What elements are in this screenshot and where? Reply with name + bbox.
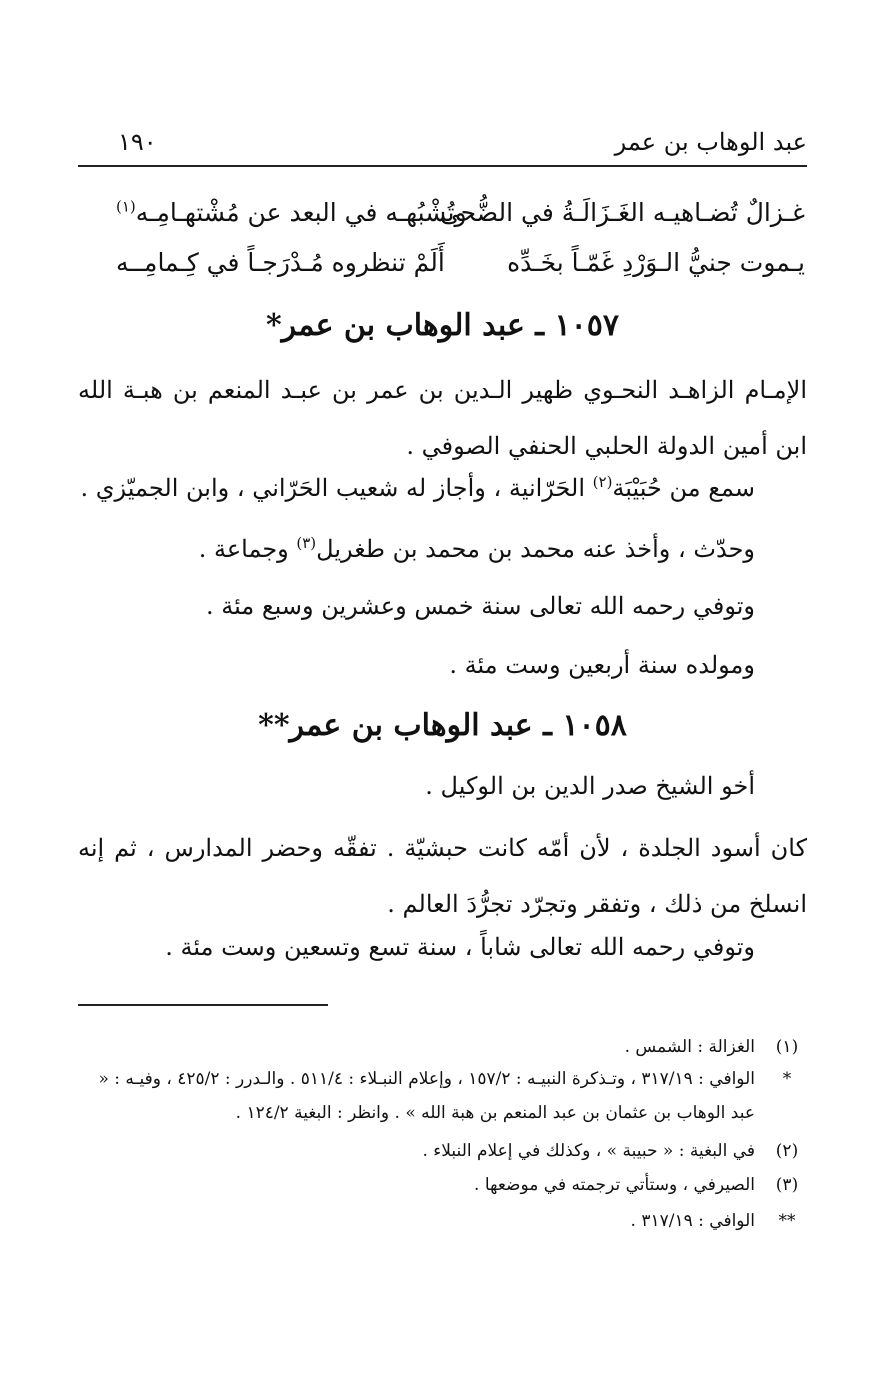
footnote-3: [78, 1168, 807, 1202]
entry-title-1058: ١٠٥٨ ـ عبد الوهاب بن عمر**: [258, 708, 627, 743]
footnote-ref-2: (٢): [592, 473, 613, 491]
entry-1058-brother: أخو الشيخ صدر الدين بن الوكيل .: [425, 772, 755, 800]
footnote-star: [78, 1062, 807, 1130]
verse-1-second-hemistich-text: وتُشْبُهـه في البعد عن مُشْتهـامِـه: [135, 198, 467, 227]
entry-1058-description: كان أسود الجلدة ، لأن أمّه كانت حبشيّة . تفقّه وحضر المدارس ، ثم إنه انسلخ من ذلك ، وتفقر وتجرّد تجرُّدَ العالم .: [78, 834, 807, 918]
verse-line-2: [80, 248, 805, 288]
entry-1057-narrated: [78, 535, 755, 563]
footnote-mark: *: [782, 1069, 792, 1089]
footnote-mark: (٣): [775, 1175, 799, 1195]
verse-line-1: [80, 198, 805, 238]
heard-text-b: الحَرّانية ، وأجاز له شعيب الحَرّاني ، وابن الجميّزي .: [80, 474, 593, 502]
entry-1057-intro: الإمـام الزاهـد النحـوي ظهير الـدين بن عمر بن عبـد المنعم بن هبـة الله ابن أمين الدولة الحلبي الحنفي الصوفي .: [78, 376, 807, 460]
footnote-2: [78, 1134, 807, 1168]
footnote-ref-1: (١): [116, 197, 136, 216]
footnote-mark: **: [778, 1211, 796, 1231]
entry-1057-death: وتوفي رحمه الله تعالى سنة خمس وعشرين وسبع مئة .: [206, 592, 755, 620]
verse-1-second-hemistich: [116, 198, 467, 227]
header-rule: [78, 165, 807, 167]
footnote-ref-3: (٣): [296, 534, 317, 552]
narrated-text-b: وجماعة .: [198, 535, 297, 563]
entry-title-1057: ١٠٥٧ ـ عبد الوهاب بن عمر*: [265, 308, 619, 343]
entry-1058-death: وتوفي رحمه الله تعالى شاباً ، سنة تسع وتسعين وست مئة .: [165, 933, 755, 961]
footnote-mark: (١): [775, 1037, 799, 1057]
footnote-1: [78, 1030, 807, 1064]
entry-1057-heard: [78, 474, 755, 502]
footnote-double-star: [78, 1204, 807, 1238]
footnote-text: في البغية : « حبيبة » ، وكذلك في إعلام النبلاء .: [422, 1141, 755, 1161]
running-header: [78, 128, 807, 160]
footnote-text: الوافي : ٣١٧/١٩ ، وتـذكرة النبيـه : ١٥٧/٢ ، وإعلام النبـلاء : ٥١١/٤ . والـدرر : ٤٢٥/٢ ، وفيـه : « عبد الوهاب بن عثمان بن عبد المنعم بن هبة الله » . وانظر : البغية ١٢٤/٢ .: [98, 1069, 755, 1123]
narrated-text-a: وحدّث ، وأخذ عنه محمد بن محمد بن طغريل: [316, 535, 755, 563]
footnote-rule: [78, 1004, 328, 1006]
verse-2-second-hemistich: أَلَمْ تنظروه مُـدْرَجـاً في كِـمامِــه: [116, 248, 445, 277]
page-number: ١٩٠: [118, 128, 157, 156]
footnote-text: الصيرفي ، وستأتي ترجمته في موضعها .: [474, 1175, 755, 1195]
footnote-mark: (٢): [775, 1141, 799, 1161]
running-title: عبد الوهاب بن عمر: [614, 128, 807, 156]
footnote-text: الغزالة : الشمس .: [624, 1037, 755, 1057]
entry-1057-birth: ومولده سنة أربعين وست مئة .: [449, 651, 755, 679]
verse-2-first-hemistich: يـموت جنيُّ الـوَرْدِ غَمّـاً بخَـدِّه: [507, 248, 805, 277]
footnote-text: الوافي : ٣١٧/١٩ .: [630, 1211, 755, 1231]
verse-1-first-hemistich: غـزالٌ تُضـاهيـه الغَـزَالَـةُ في الضُّحى: [439, 198, 805, 227]
heard-text-a: سمع من حُبَيْبَة: [612, 474, 755, 502]
